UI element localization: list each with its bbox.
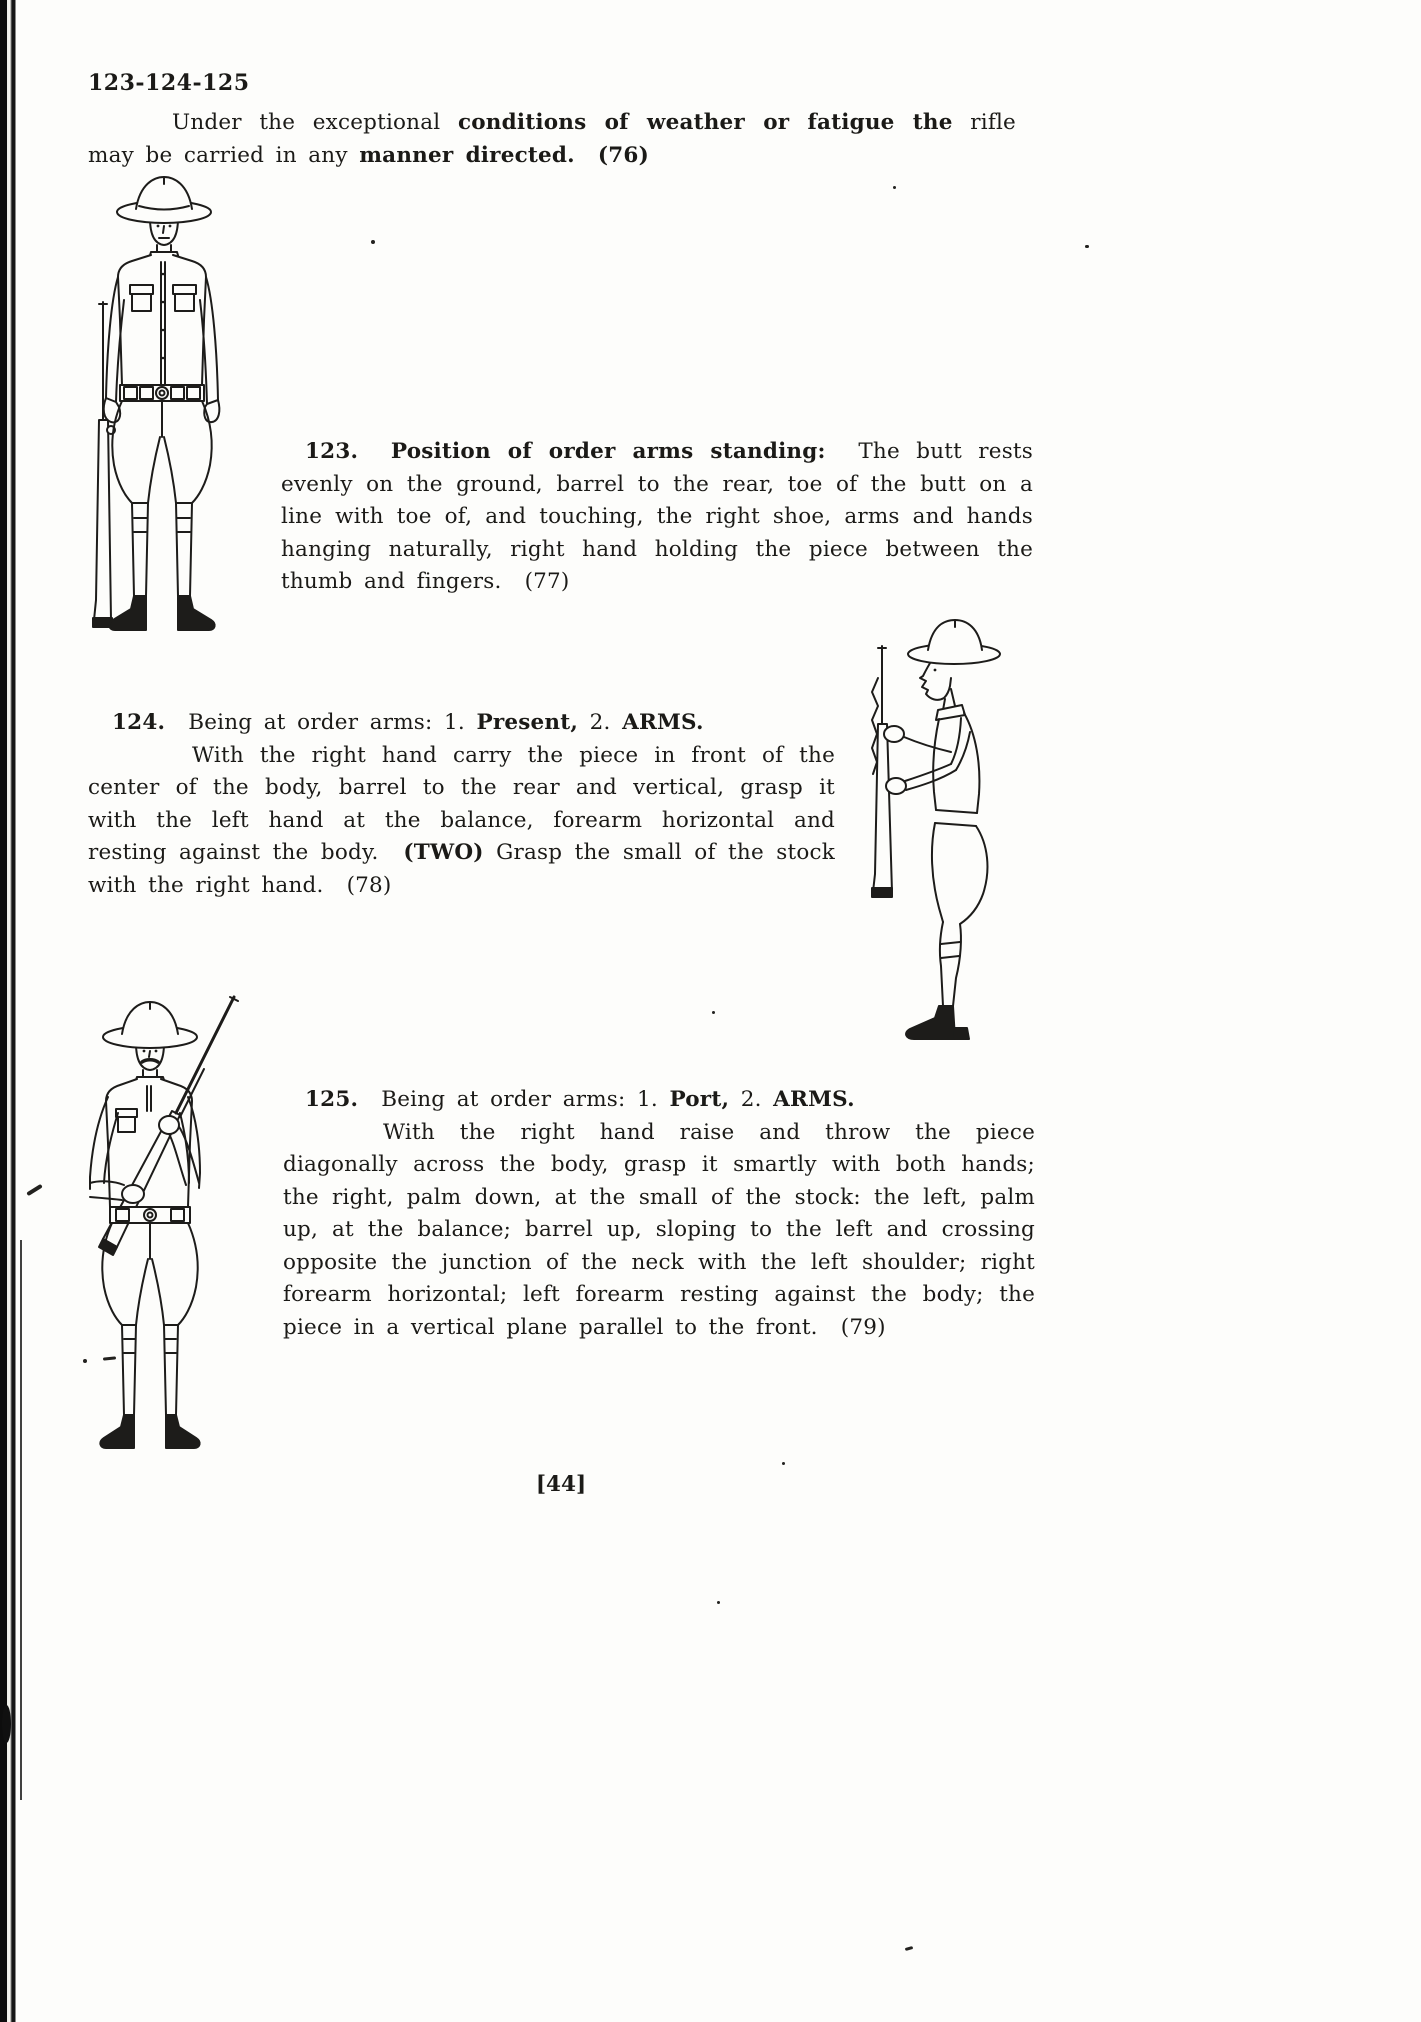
- left-hand-icon: [159, 1116, 179, 1134]
- campaign-hat-icon: [908, 620, 1000, 664]
- shirt-icon: [106, 1079, 192, 1207]
- paragraph-124-body: [88, 740, 835, 903]
- figure-soldier-port-arms: [76, 985, 266, 1463]
- intro-run-bold: conditions of weather or fatigue the: [457, 110, 953, 135]
- paragraph-number: 125.: [305, 1087, 359, 1112]
- shoes-icon: [109, 596, 214, 630]
- shoes-icon: [100, 1415, 199, 1448]
- scan-speck: [371, 240, 375, 244]
- paragraph-125: [283, 1084, 1035, 1344]
- command-arms: ARMS.: [773, 1087, 855, 1112]
- paragraph-124-heading: [88, 707, 835, 740]
- soldier-present-arms-drawing: [848, 582, 1023, 1047]
- command-arms: ARMS.: [622, 710, 704, 735]
- belt-icon: [935, 810, 977, 826]
- binding-line: [20, 1240, 22, 1800]
- paragraph-number: 123.: [305, 439, 359, 464]
- intro-run: rifle may be carried in any: [88, 110, 1016, 168]
- scan-speck: [905, 1946, 914, 1951]
- scan-speck: [717, 1601, 720, 1604]
- upper-hand-icon: [884, 726, 904, 742]
- ink-blot: [2, 1705, 11, 1743]
- paragraph-number: 124.: [112, 710, 166, 735]
- heading-ordinal: 2.: [589, 710, 611, 735]
- figure-soldier-present-arms: [848, 582, 1023, 1047]
- paragraph-124: [88, 707, 835, 902]
- arms-icon: [884, 718, 970, 794]
- paragraph-body: The butt rests evenly on the ground, barrel to the rear, toe of the butt on a line with toe of, and touching, the right shoe, arms and hands hanging naturally, right hand holding the piece between the thumb and fingers.: [281, 439, 1034, 594]
- figure-reference: (76): [597, 143, 649, 168]
- rifle-vertical-icon: [93, 302, 115, 627]
- paragraph-123: [281, 436, 1033, 599]
- paragraph-body: Grasp the small of the stock with the right hand.: [88, 840, 835, 898]
- figure-reference: (79): [840, 1314, 886, 1340]
- head-profile-icon: [920, 660, 951, 700]
- scan-speck: [1085, 245, 1089, 248]
- campaign-hat-icon: [117, 177, 211, 223]
- rifle-vertical-icon: [872, 646, 895, 897]
- heading-ordinal: 2.: [740, 1087, 762, 1112]
- cartridge-belt-icon: [120, 385, 204, 401]
- heading-lead: Being at order arms: 1.: [381, 1087, 658, 1112]
- scan-speck: [712, 1011, 715, 1014]
- figure-reference: (78): [346, 872, 392, 898]
- belt-icon: [110, 1207, 190, 1223]
- leggings-icon: [122, 1325, 178, 1415]
- torso-profile-icon: [933, 713, 979, 813]
- heading-lead: Being at order arms: 1.: [188, 710, 465, 735]
- command-present: Present,: [476, 710, 579, 735]
- intro-run-bold: manner directed.: [359, 143, 575, 168]
- command-two: (TWO): [403, 840, 484, 865]
- folio-numbers: 123-124-125: [88, 70, 250, 96]
- page-number: [44]: [535, 1472, 587, 1497]
- scan-speck: [26, 1184, 43, 1196]
- paragraph-heading: Position of order arms standing:: [390, 439, 826, 464]
- soldier-order-arms-drawing: [84, 168, 239, 646]
- lower-hand-icon: [886, 778, 906, 794]
- scan-speck: [893, 186, 896, 189]
- leggings-icon: [132, 503, 192, 596]
- paragraph-125-heading: [283, 1084, 1035, 1117]
- shoes-icon: [906, 1006, 969, 1039]
- scan-speck: [782, 1462, 785, 1465]
- breeches-icon: [112, 401, 211, 503]
- breeches-icon: [932, 823, 988, 924]
- leggings-icon: [940, 922, 961, 1006]
- paragraph-body: With the right hand raise and throw the piece diagonally across the body, grasp it smartly with both hands; the right, palm down, at the small of the stock: the left, palm up, at the balance; barrel up, sloping to the left and crossing opposite the junction of the neck with the left shoulder; right forearm horizontal; left forearm resting against the body; the piece in a vertical plane parallel to the front.: [283, 1119, 1035, 1340]
- paragraph-125-body: [283, 1117, 1035, 1345]
- shirt-icon: [118, 255, 206, 385]
- right-hand-icon: [122, 1185, 144, 1203]
- intro-run: Under the exceptional: [172, 110, 441, 135]
- intro-paragraph: [88, 106, 1016, 172]
- campaign-hat-icon: [103, 1002, 197, 1048]
- command-port: Port,: [669, 1087, 730, 1112]
- figure-soldier-order-arms: [84, 168, 239, 646]
- paragraph-body: With the right hand carry the piece in front of the center of the body, barrel to the rear and vertical, grasp it with the left hand at the balance, forearm horizontal and resting against the body.: [88, 742, 835, 865]
- soldier-port-arms-drawing: [76, 985, 266, 1463]
- figure-reference: (77): [524, 569, 570, 594]
